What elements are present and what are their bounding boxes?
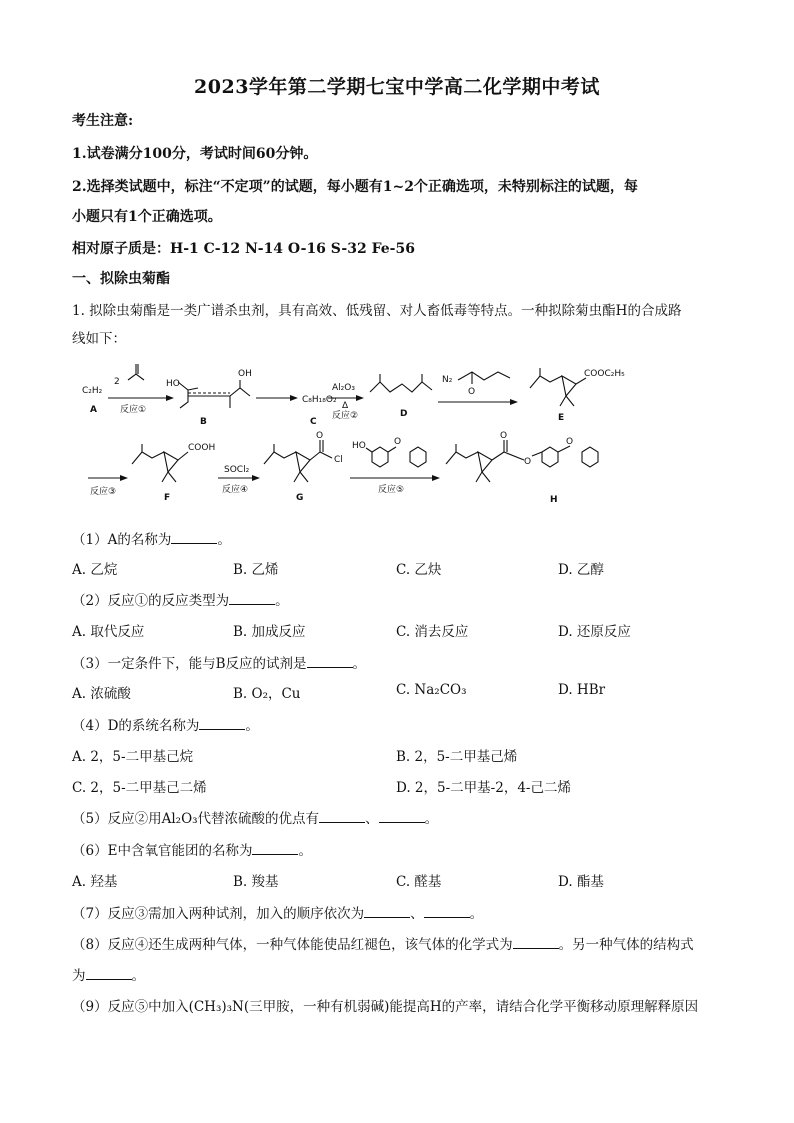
label-h-o1: O [500, 431, 508, 441]
q1-option-a: A. 乙烷 [72, 562, 118, 578]
q7-blank-2[interactable] [424, 905, 470, 918]
q6-stem: （6）E中含氧官能团的名称为 [72, 843, 253, 859]
section-heading: 一、拟除虫菊酯 [72, 271, 170, 287]
q5-end: 。 [424, 811, 439, 827]
question-5 [72, 807, 438, 827]
q4-end: 。 [245, 718, 259, 734]
q6-option-b: B. 羧基 [233, 874, 279, 890]
label-g: G [296, 493, 304, 503]
question-7 [72, 902, 483, 922]
label-h: H [550, 495, 558, 505]
structure-e [530, 376, 562, 388]
q6-option-c: C. 醛基 [396, 874, 442, 890]
question-6 [72, 839, 312, 859]
label-cooh: COOH [188, 443, 216, 453]
label-socl2: SOCl₂ [224, 465, 250, 475]
question-8 [72, 933, 694, 953]
q8-mid: 。另一种气体的结构式 [558, 937, 694, 953]
label-f: F [164, 493, 171, 503]
label-b-oh2: OH [238, 369, 252, 379]
q7-stem: （7）反应③需加入两种试剂，加入的顺序依次为 [72, 906, 365, 922]
notice-item-2b: 小题只有1个正确选项。 [72, 209, 222, 225]
q4-blank[interactable] [199, 717, 245, 730]
q4-stem: （4）D的系统名称为 [72, 718, 200, 734]
synthesis-scheme [80, 352, 720, 522]
q3-option-d: D. HBr [558, 682, 606, 698]
q8-blank-1[interactable] [513, 936, 559, 949]
label-b-oh: HO [166, 379, 180, 389]
question-2 [72, 589, 289, 609]
q6-end: 。 [298, 843, 312, 859]
q4-option-a: A. 2，5-二甲基己烷 [72, 749, 194, 765]
q7-mid: 、 [410, 906, 424, 922]
label-delta: Δ [342, 401, 349, 411]
question-8-line-2 [72, 964, 145, 984]
q2-option-c: C. 消去反应 [396, 624, 469, 640]
q1-end: 。 [217, 532, 231, 548]
label-cooet: COOC₂H₅ [584, 369, 625, 379]
q6-option-a: A. 羟基 [72, 874, 118, 890]
structure-f [132, 452, 164, 464]
q1-option-d: D. 乙醇 [558, 562, 604, 578]
label-h-o3: O [566, 437, 574, 447]
notice-header: 考生注意: [72, 113, 134, 129]
q2-option-d: D. 还原反应 [558, 624, 631, 640]
label-cl: Cl [334, 455, 343, 465]
q4-option-c: C. 2，5-二甲基己二烯 [72, 780, 207, 796]
label-a-formula: C₂H₂ [82, 386, 103, 396]
label-reagent-ho: HO [352, 441, 366, 451]
q1-option-c: C. 乙炔 [396, 562, 442, 578]
q3-option-b: B. O₂，Cu [233, 686, 301, 702]
question-9: （9）反应⑤中加入(CH₃)₃N(三甲胺，一种有机弱碱)能提高H的产率，请结合化学平衡移动原理解释原因 [72, 999, 699, 1015]
structure-d [370, 382, 432, 392]
q2-end: 。 [275, 593, 289, 609]
question-4 [72, 714, 259, 734]
intro-line-1: 1. 拟除虫菊酯是一类广谱杀虫剂，具有高效、低残留、对人畜低毒等特点。一种拟除菊虫酯H的合成路 [72, 303, 682, 319]
q7-blank-1[interactable] [364, 905, 410, 918]
notice-item-1: 1.试卷满分100分，考试时间60分钟。 [72, 146, 318, 162]
intro-line-2: 线如下： [72, 331, 126, 347]
q5-blank-2[interactable] [379, 810, 425, 823]
structure-h [446, 452, 478, 464]
label-n2: N₂ [442, 375, 453, 385]
q2-blank[interactable] [229, 592, 275, 605]
q3-option-c: C. Na₂CO₃ [396, 682, 467, 698]
label-reagent-o: O [394, 437, 402, 447]
q8-blank-2[interactable] [86, 967, 132, 980]
label-c-formula: C₈H₁₈O₂ [302, 395, 337, 405]
atomic-masses: 相对原子质是：H-1 C-12 N-14 O-16 S-32 Fe-56 [72, 241, 415, 257]
label-d: D [400, 409, 408, 419]
structure-g [264, 452, 296, 464]
q4-option-b: B. 2，5-二甲基己烯 [396, 749, 518, 765]
label-a: A [90, 405, 97, 415]
label-reaction-2: 反应② [332, 411, 359, 421]
q1-blank[interactable] [171, 531, 217, 544]
q6-blank[interactable] [252, 842, 298, 855]
q3-stem: （3）一定条件下，能与B反应的试剂是 [72, 656, 307, 672]
label-e: E [558, 413, 565, 423]
q4-option-d: D. 2，5-二甲基-2，4-己二烯 [396, 780, 571, 796]
label-reaction-1: 反应① [120, 405, 147, 415]
question-1 [72, 528, 231, 548]
label-reaction-5: 反应⑤ [378, 485, 405, 495]
q8-stem: （8）反应④还生成两种气体，一种气体能使品红褪色，该气体的化学式为 [72, 937, 513, 953]
label-coefficient: 2 [114, 377, 120, 387]
q5-mid: 、 [365, 811, 379, 827]
q7-end: 。 [469, 906, 484, 922]
q3-blank[interactable] [307, 655, 353, 668]
q2-stem: （2）反应①的反应类型为 [72, 593, 230, 609]
label-b: B [200, 417, 207, 427]
q8-line2: 为 [72, 968, 86, 984]
label-reaction-4: 反应④ [222, 485, 249, 495]
page-title: 2023学年第二学期七宝中学高二化学期中考试 [194, 76, 600, 98]
q6-option-d: D. 酯基 [558, 874, 604, 890]
label-c: C [310, 417, 317, 427]
q5-stem: （5）反应②用Al₂O₃代替浓硫酸的优点有 [72, 811, 320, 827]
q5-blank-1[interactable] [319, 810, 365, 823]
label-al2o3: Al₂O₃ [332, 383, 355, 393]
q2-option-a: A. 取代反应 [72, 624, 145, 640]
q8-end: 。 [131, 968, 145, 984]
q3-end: 。 [352, 656, 367, 672]
label-reaction-3: 反应③ [90, 487, 117, 497]
label-h-o2: O [524, 457, 532, 467]
question-3 [72, 652, 366, 672]
q3-option-a: A. 浓硫酸 [72, 686, 131, 702]
notice-item-2a: 2.选择类试题中，标注“不定项”的试题，每小题有1~2个正确选项，未特别标注的试题，每 [72, 179, 638, 195]
label-diazo-o: O [468, 387, 476, 397]
label-g-o: O [316, 431, 324, 441]
q2-option-b: B. 加成反应 [233, 624, 306, 640]
q1-option-b: B. 乙烯 [233, 562, 279, 578]
q1-stem: （1）A的名称为 [72, 532, 172, 548]
